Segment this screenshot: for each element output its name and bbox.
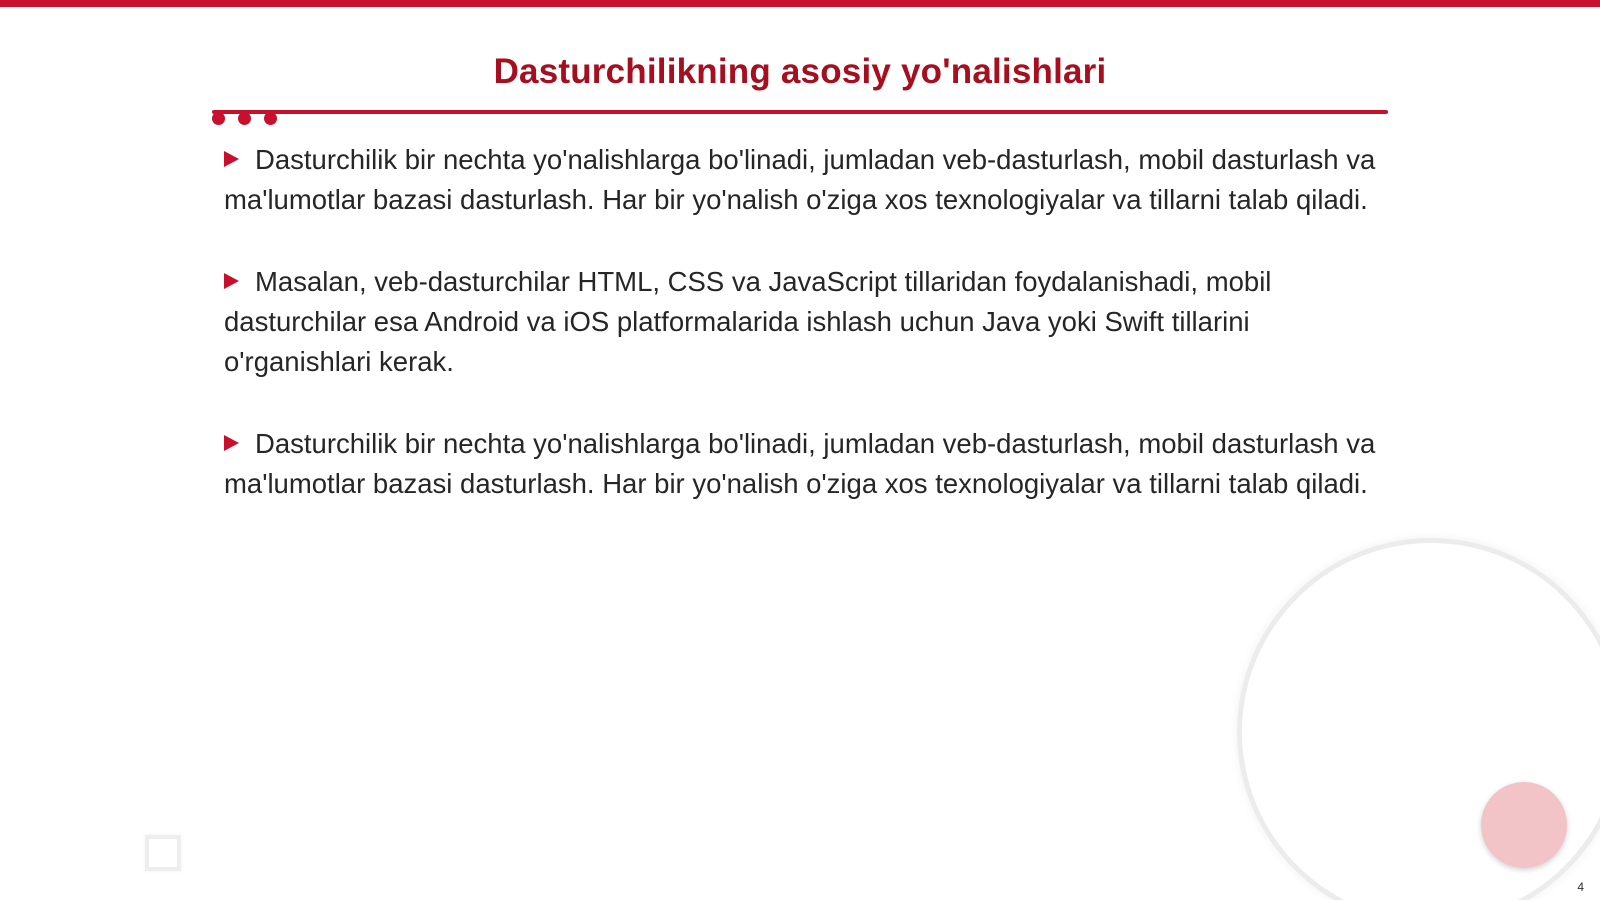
- top-accent-bar: [0, 0, 1600, 7]
- decorative-pink-circle: [1481, 782, 1567, 868]
- bullet-list: [224, 140, 1384, 546]
- underline-dot-2: [238, 112, 251, 125]
- triangle-bullet-icon: [224, 151, 239, 167]
- bullet-item: [224, 424, 1384, 504]
- underline-dot-1: [212, 112, 225, 125]
- bullet-item: [224, 140, 1384, 220]
- bullet-text: Dasturchilik bir nechta yo'nalishlarga bo'linadi, jumladan veb-dasturlash, mobil dasturlash va ma'lumotlar bazasi dasturlash. Har bir yo'nalish o'ziga xos texnologiyalar va tillarni talab qiladi.: [224, 144, 1376, 215]
- underline-dot-3: [264, 112, 277, 125]
- bullet-text: Masalan, veb-dasturchilar HTML, CSS va JavaScript tillaridan foydalanishadi, mobil dasturchilar esa Android va iOS platformalarida ishlash uchun Java yoki Swift tillarini o'rganishlari kerak.: [224, 266, 1272, 377]
- triangle-bullet-icon: [224, 435, 239, 451]
- slide-title: Dasturchilikning asosiy yo'nalishlari: [493, 52, 1107, 91]
- title-underline: [212, 110, 1388, 114]
- bullet-text: Dasturchilik bir nechta yo'nalishlarga bo'linadi, jumladan veb-dasturlash, mobil dasturlash va ma'lumotlar bazasi dasturlash. Har bir yo'nalish o'ziga xos texnologiyalar va tillarni talab qiladi.: [224, 428, 1376, 499]
- page-number: 4: [1577, 880, 1584, 894]
- bullet-item: [224, 262, 1384, 382]
- triangle-bullet-icon: [224, 273, 239, 289]
- decorative-square: [145, 835, 181, 871]
